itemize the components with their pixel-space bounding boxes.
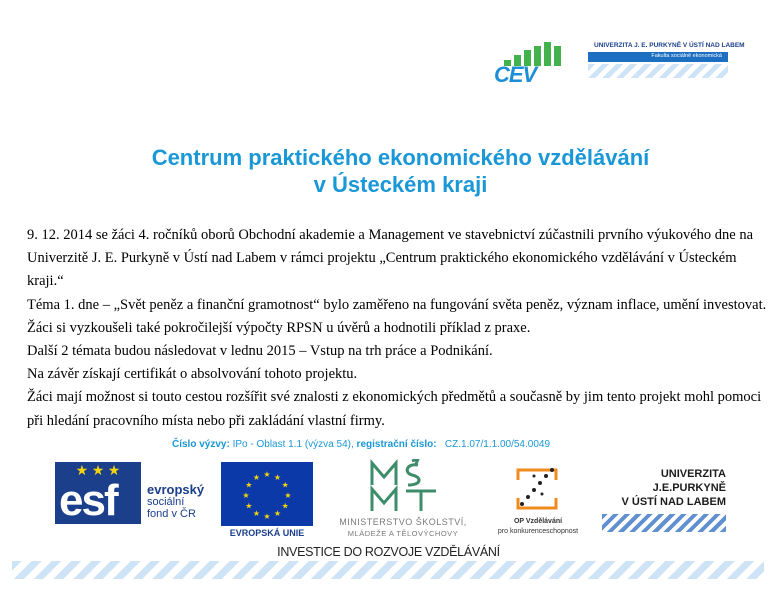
- esf-word-1: evropský: [147, 482, 205, 497]
- esf-word-2: sociální: [147, 496, 185, 508]
- esf-mark: [55, 462, 141, 524]
- svg-text:★: ★: [245, 480, 253, 490]
- svg-text:★: ★: [252, 509, 261, 519]
- svg-text:★: ★: [263, 512, 271, 521]
- opvk-line1: OP Vzdělávání: [513, 518, 563, 525]
- ujep-header-faculty: Fakulta sociálně ekonomická: [651, 53, 722, 59]
- svg-text:★: ★: [273, 472, 282, 482]
- opvk-line2: pro konkurenceschopnost: [497, 528, 579, 535]
- msmt-name-line2: MLÁDEŽE A TĚLOVÝCHOVY: [347, 529, 459, 538]
- cev-logo-bar: [554, 46, 561, 66]
- ujep-footer-line2: J.E.PURKYNĚ: [652, 482, 726, 494]
- body-paragraph: Další 2 témata budou následovat v lednu 2015 – Vstup na trh práce a Podnikání.: [27, 343, 493, 360]
- article-body: [27, 224, 767, 433]
- page-title-line2: v Ústeckém kraji: [313, 172, 488, 197]
- opvk-mark-icon: [512, 464, 562, 514]
- body-paragraph: Téma 1. dne – „Svět peněz a finanční gramotnost“ bylo zaměřeno na fungování světa peněz, význam inflace, umění investovat. Žáci si vyzkoušeli také pokročilejší výpočty RPSN u úvěrů a hodnotili příklad z praxe.: [27, 296, 767, 336]
- ujep-footer-line3: V ÚSTÍ NAD LABEM: [621, 496, 726, 508]
- cev-logo-text: CEV: [494, 62, 537, 87]
- ujep-header-stripes: [588, 64, 728, 78]
- ujep-footer-logo: [600, 462, 730, 540]
- msmt-mark-icon: [366, 459, 442, 515]
- eu-logo: [221, 462, 313, 540]
- svg-text:★: ★: [281, 501, 289, 511]
- svg-text:★: ★: [281, 480, 289, 490]
- registration-line: [172, 439, 550, 450]
- esf-letters: esf: [59, 476, 117, 525]
- registration-number-value: CZ.1.07/1.1.00/54.0049: [444, 439, 550, 450]
- esf-word-3: fond v ČR: [147, 508, 196, 520]
- ujep-header-logo: [588, 42, 745, 82]
- body-paragraph: 9. 12. 2014 se žáci 4. ročníků oborů Obchodní akademie a Management ve stavebnictví zúčastnili prvního výukového dne na Univerzitě J. E. Purkyně v Ústí nad Labem v rámci projektu „Centrum praktického ekonomického vzdělávání v Ústeckém kraji.“: [27, 227, 754, 290]
- svg-text:★: ★: [284, 491, 292, 500]
- esf-words: [147, 484, 204, 520]
- page-title: [0, 144, 777, 198]
- eu-stars-icon: [221, 462, 313, 526]
- bottom-stripe-band: [12, 561, 764, 579]
- call-number-value: IPo - Oblast 1.1 (výzva 54),: [232, 439, 354, 450]
- cev-logo: [492, 40, 574, 88]
- svg-text:★: ★: [263, 470, 271, 479]
- call-number-label: Číslo výzvy:: [172, 439, 230, 450]
- svg-text:★: ★: [273, 509, 282, 519]
- ujep-header-name: UNIVERZITA J. E. PURKYNĚ V ÚSTÍ NAD LABEM: [594, 42, 745, 49]
- svg-text:★: ★: [245, 501, 253, 511]
- cev-logo-bar: [544, 42, 551, 66]
- msmt-logo: [324, 459, 482, 545]
- registration-number-label: registrační číslo:: [356, 439, 437, 450]
- ujep-footer-line1: UNIVERZITA: [660, 468, 726, 480]
- ujep-footer-stripes: [602, 514, 726, 532]
- eu-label: EVROPSKÁ UNIE: [229, 528, 305, 538]
- ujep-header-band: [588, 52, 728, 62]
- body-paragraph: Na závěr získají certifikát o absolvování tohoto projektu.: [27, 366, 358, 383]
- svg-text:★: ★: [252, 472, 261, 482]
- esf-logo: [55, 462, 213, 524]
- msmt-name-line1: MINISTERSTVO ŠKOLSTVÍ,: [339, 517, 467, 527]
- body-paragraph: Žáci mají možnost si touto cestou rozšířit své znalosti z ekonomických předmětů a současně by jim tento projekt mohl pomoci při hledání pracovního místa nebo při zakládání vlastní firmy.: [27, 389, 762, 429]
- svg-text:★: ★: [242, 491, 250, 500]
- page-title-line1: Centrum praktického ekonomického vzdělávání: [151, 145, 650, 170]
- investice-slogan: INVESTICE DO ROZVOJE VZDĚLÁVÁNÍ: [277, 545, 500, 559]
- eu-flag-icon: [221, 462, 313, 526]
- star-icon: ★ ★ ★: [75, 464, 121, 479]
- opvk-logo: [484, 462, 592, 542]
